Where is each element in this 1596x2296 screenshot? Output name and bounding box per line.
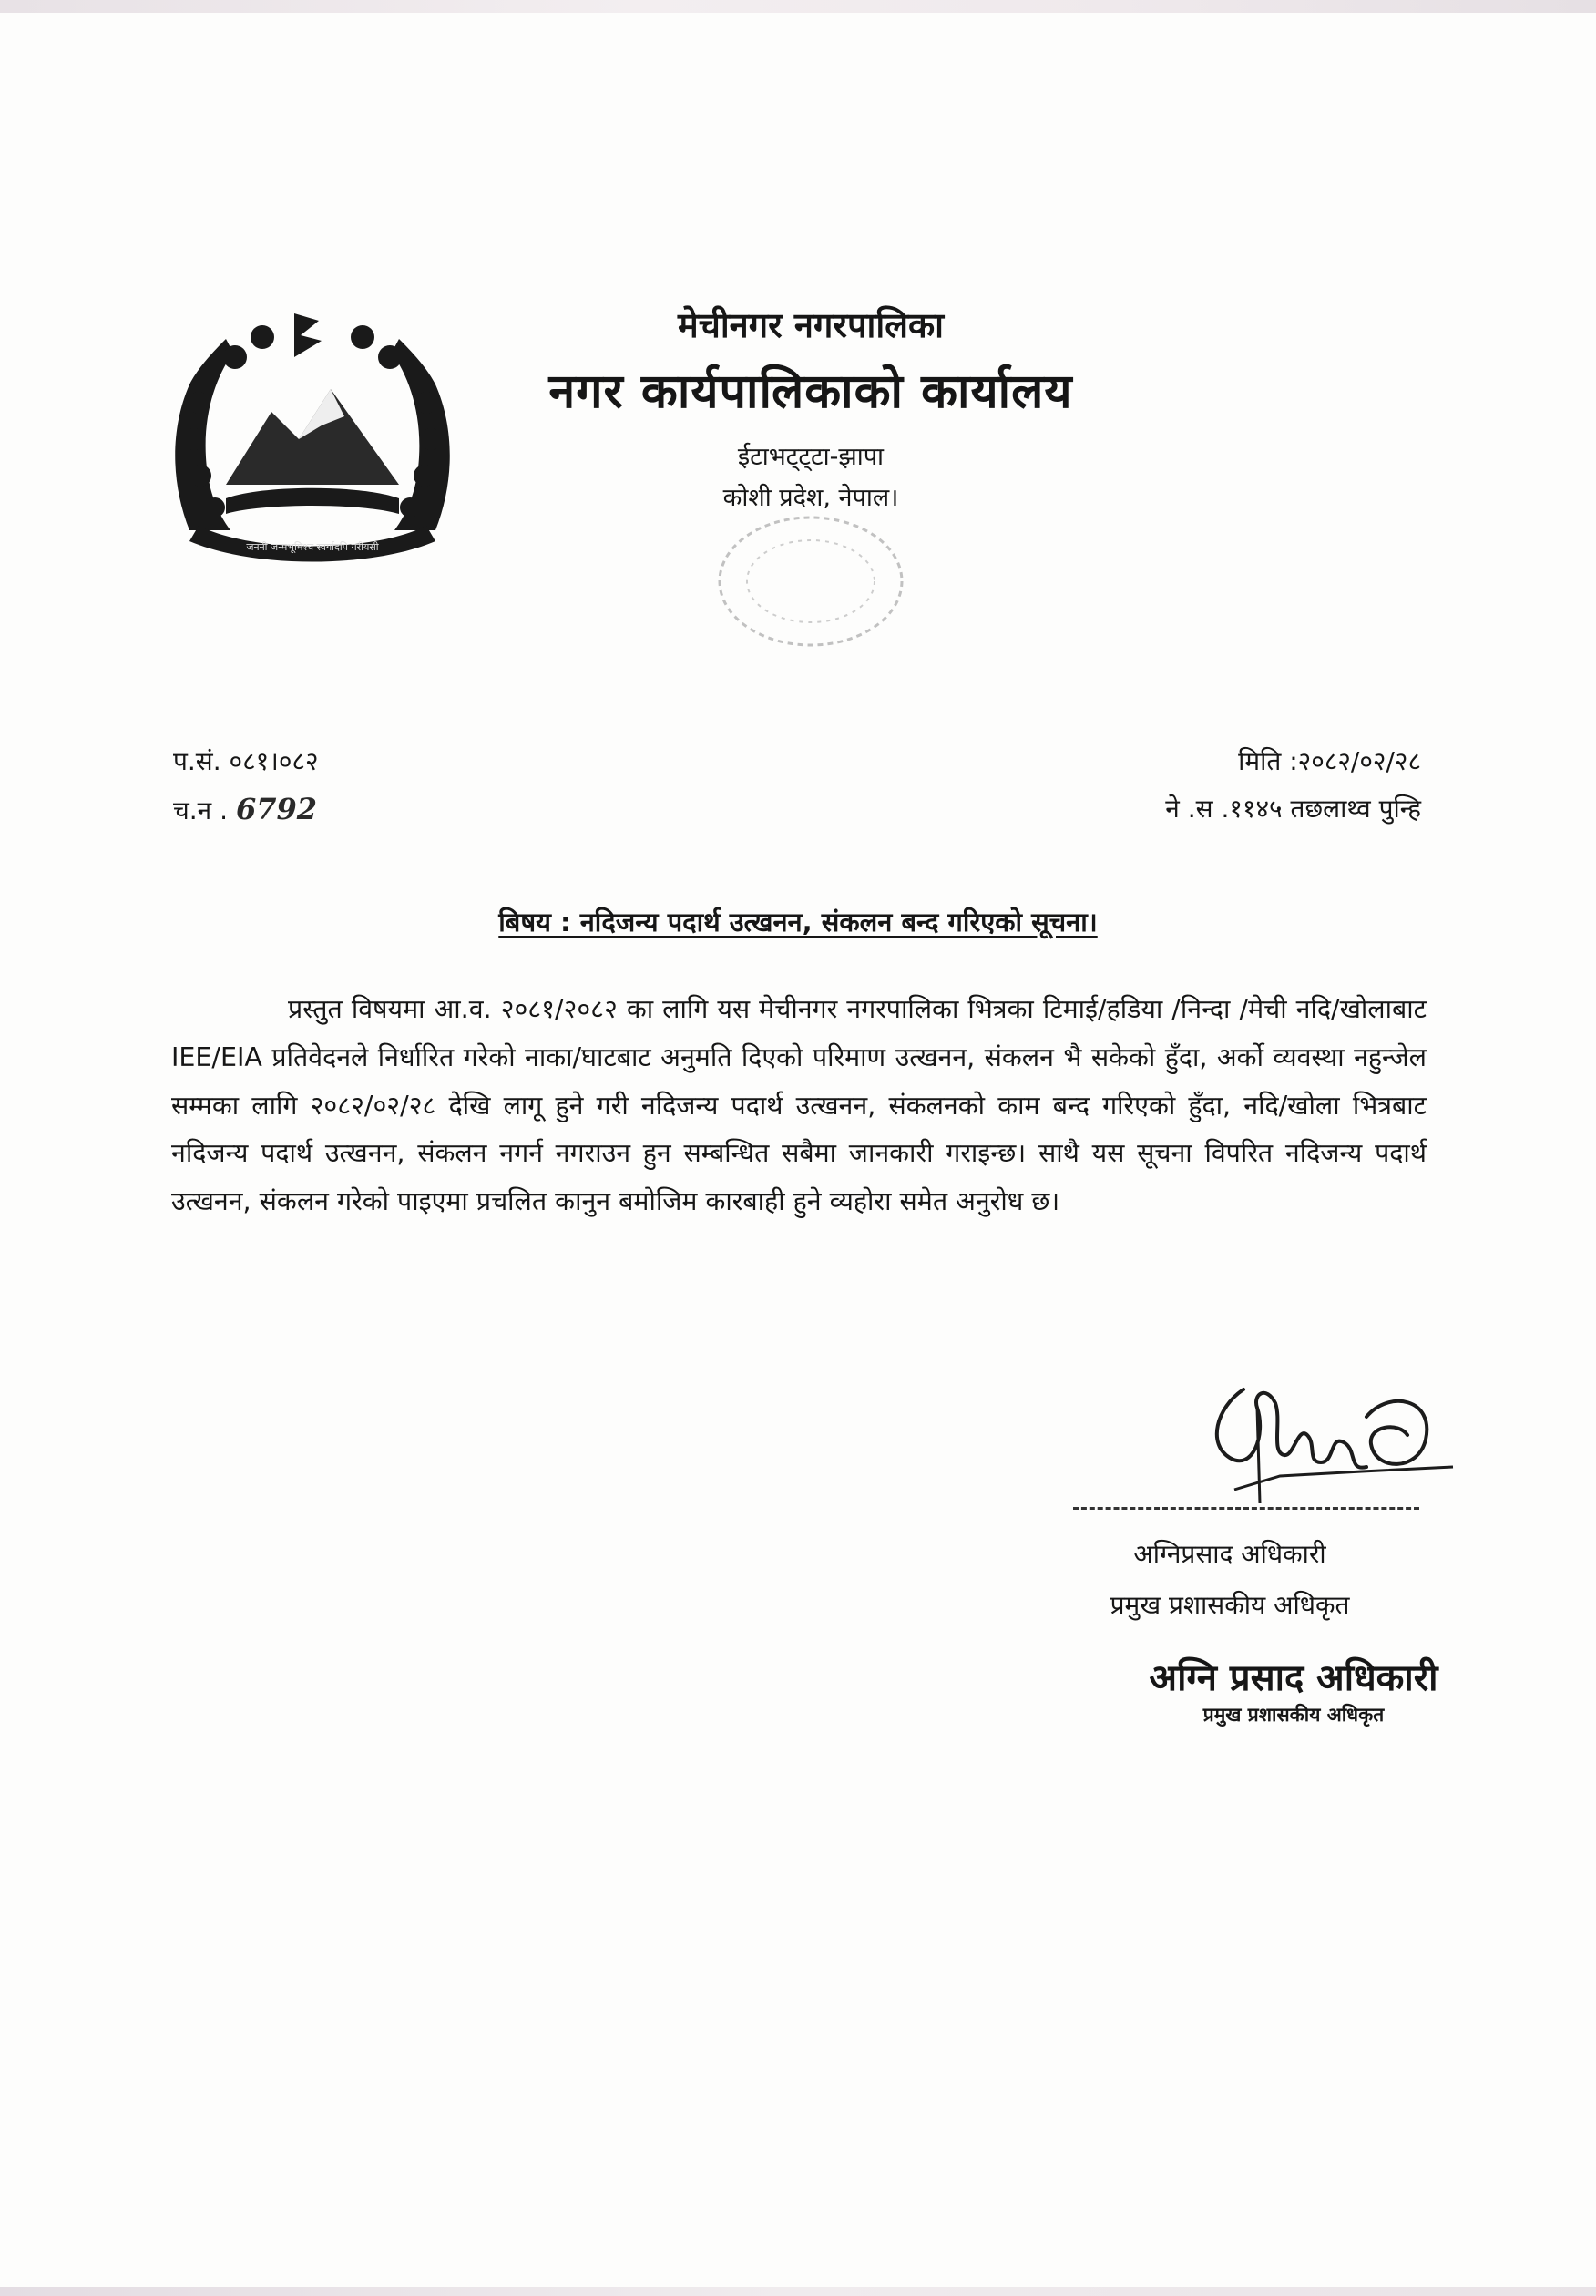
date: मिति :२०८२/०२/२८ xyxy=(1238,746,1421,776)
nepal-sambat-date: ने .स .११४५ तछलाथ्व पुन्हि xyxy=(1165,794,1421,824)
office-name: नगर कार्यपालिकाको कार्यालय xyxy=(548,364,1073,419)
dispatch-number-row xyxy=(173,785,319,835)
page-edge-bottom xyxy=(0,2287,1596,2296)
office-seal-stamp xyxy=(692,499,947,682)
address-line-1: ईटाभट्ट्टा-झापा xyxy=(737,443,885,471)
page-edge-top xyxy=(0,0,1596,13)
signature-line xyxy=(1073,1507,1419,1510)
reference-block xyxy=(173,738,319,835)
municipality-name: मेचीनगर नगरपालिका xyxy=(677,304,945,345)
address-line-2: कोशी प्रदेश, नेपाल। xyxy=(722,484,899,512)
name-stamp-title: प्रमुख प्रशासकीय अधिकृत xyxy=(1202,1704,1385,1726)
date-block xyxy=(1165,738,1421,833)
subject-line xyxy=(0,904,1596,939)
signatory-name: अग्निप्रसाद अधिकारी xyxy=(1133,1539,1326,1569)
name-stamp: अग्नि प्रसाद अधिकारी xyxy=(1149,1656,1438,1699)
subject-text: बिषय : नदिजन्य पदार्थ उत्खनन, संकलन बन्द गरिएको सूचना। xyxy=(498,907,1098,938)
letter-number: प.सं. ०८१।०८२ xyxy=(173,746,319,776)
dispatch-label: च.न . xyxy=(173,795,229,825)
handwritten-signature xyxy=(1180,1371,1471,1508)
emblem-ribbon-text: जननी जन्मभूमिश्च स्वर्गादपि गरीयसी xyxy=(246,541,379,553)
letterhead xyxy=(483,301,1139,513)
nepal-emblem-icon xyxy=(162,302,463,567)
notice-body: प्रस्तुत विषयमा आ.व. २०८१/२०८२ का लागि यस मेचीनगर नगरपालिका भित्रका टिमाई/हडिया /निन्दा /मेची नदि/खोलाबाट IEE/EIA प्रतिवेदनले निर्धारित गरेको नाका/घाटबाट अनुमति दिएको परिमाण उत्खनन, संकलन भै सकेको हुँदा, अर्को व्यवस्था नहुन्जेल सम्मका लागि २०८२/०२/२८ देखि लागू हुने गरी नदिजन्य पदार्थ उत्खनन, संकलनको काम बन्द गरिएको हुँदा, नदि/खोला भित्रबाट नदिजन्य पदार्थ उत्खनन, संकलन नगर्न नगराउन हुन सम्बन्धित सबैमा जानकारी गराइन्छ। साथै यस सूचना विपरित नदिजन्य पदार्थ उत्खनन, संकलन गरेको पाइएमा प्रचलित कानुन बमोजिम कारबाही हुने व्यहोरा समेत अनुरोध छ। xyxy=(171,994,1427,1217)
signatory-title: प्रमुख प्रशासकीय अधिकृत xyxy=(1110,1590,1350,1620)
dispatch-number-handwritten: 6792 xyxy=(235,792,317,826)
